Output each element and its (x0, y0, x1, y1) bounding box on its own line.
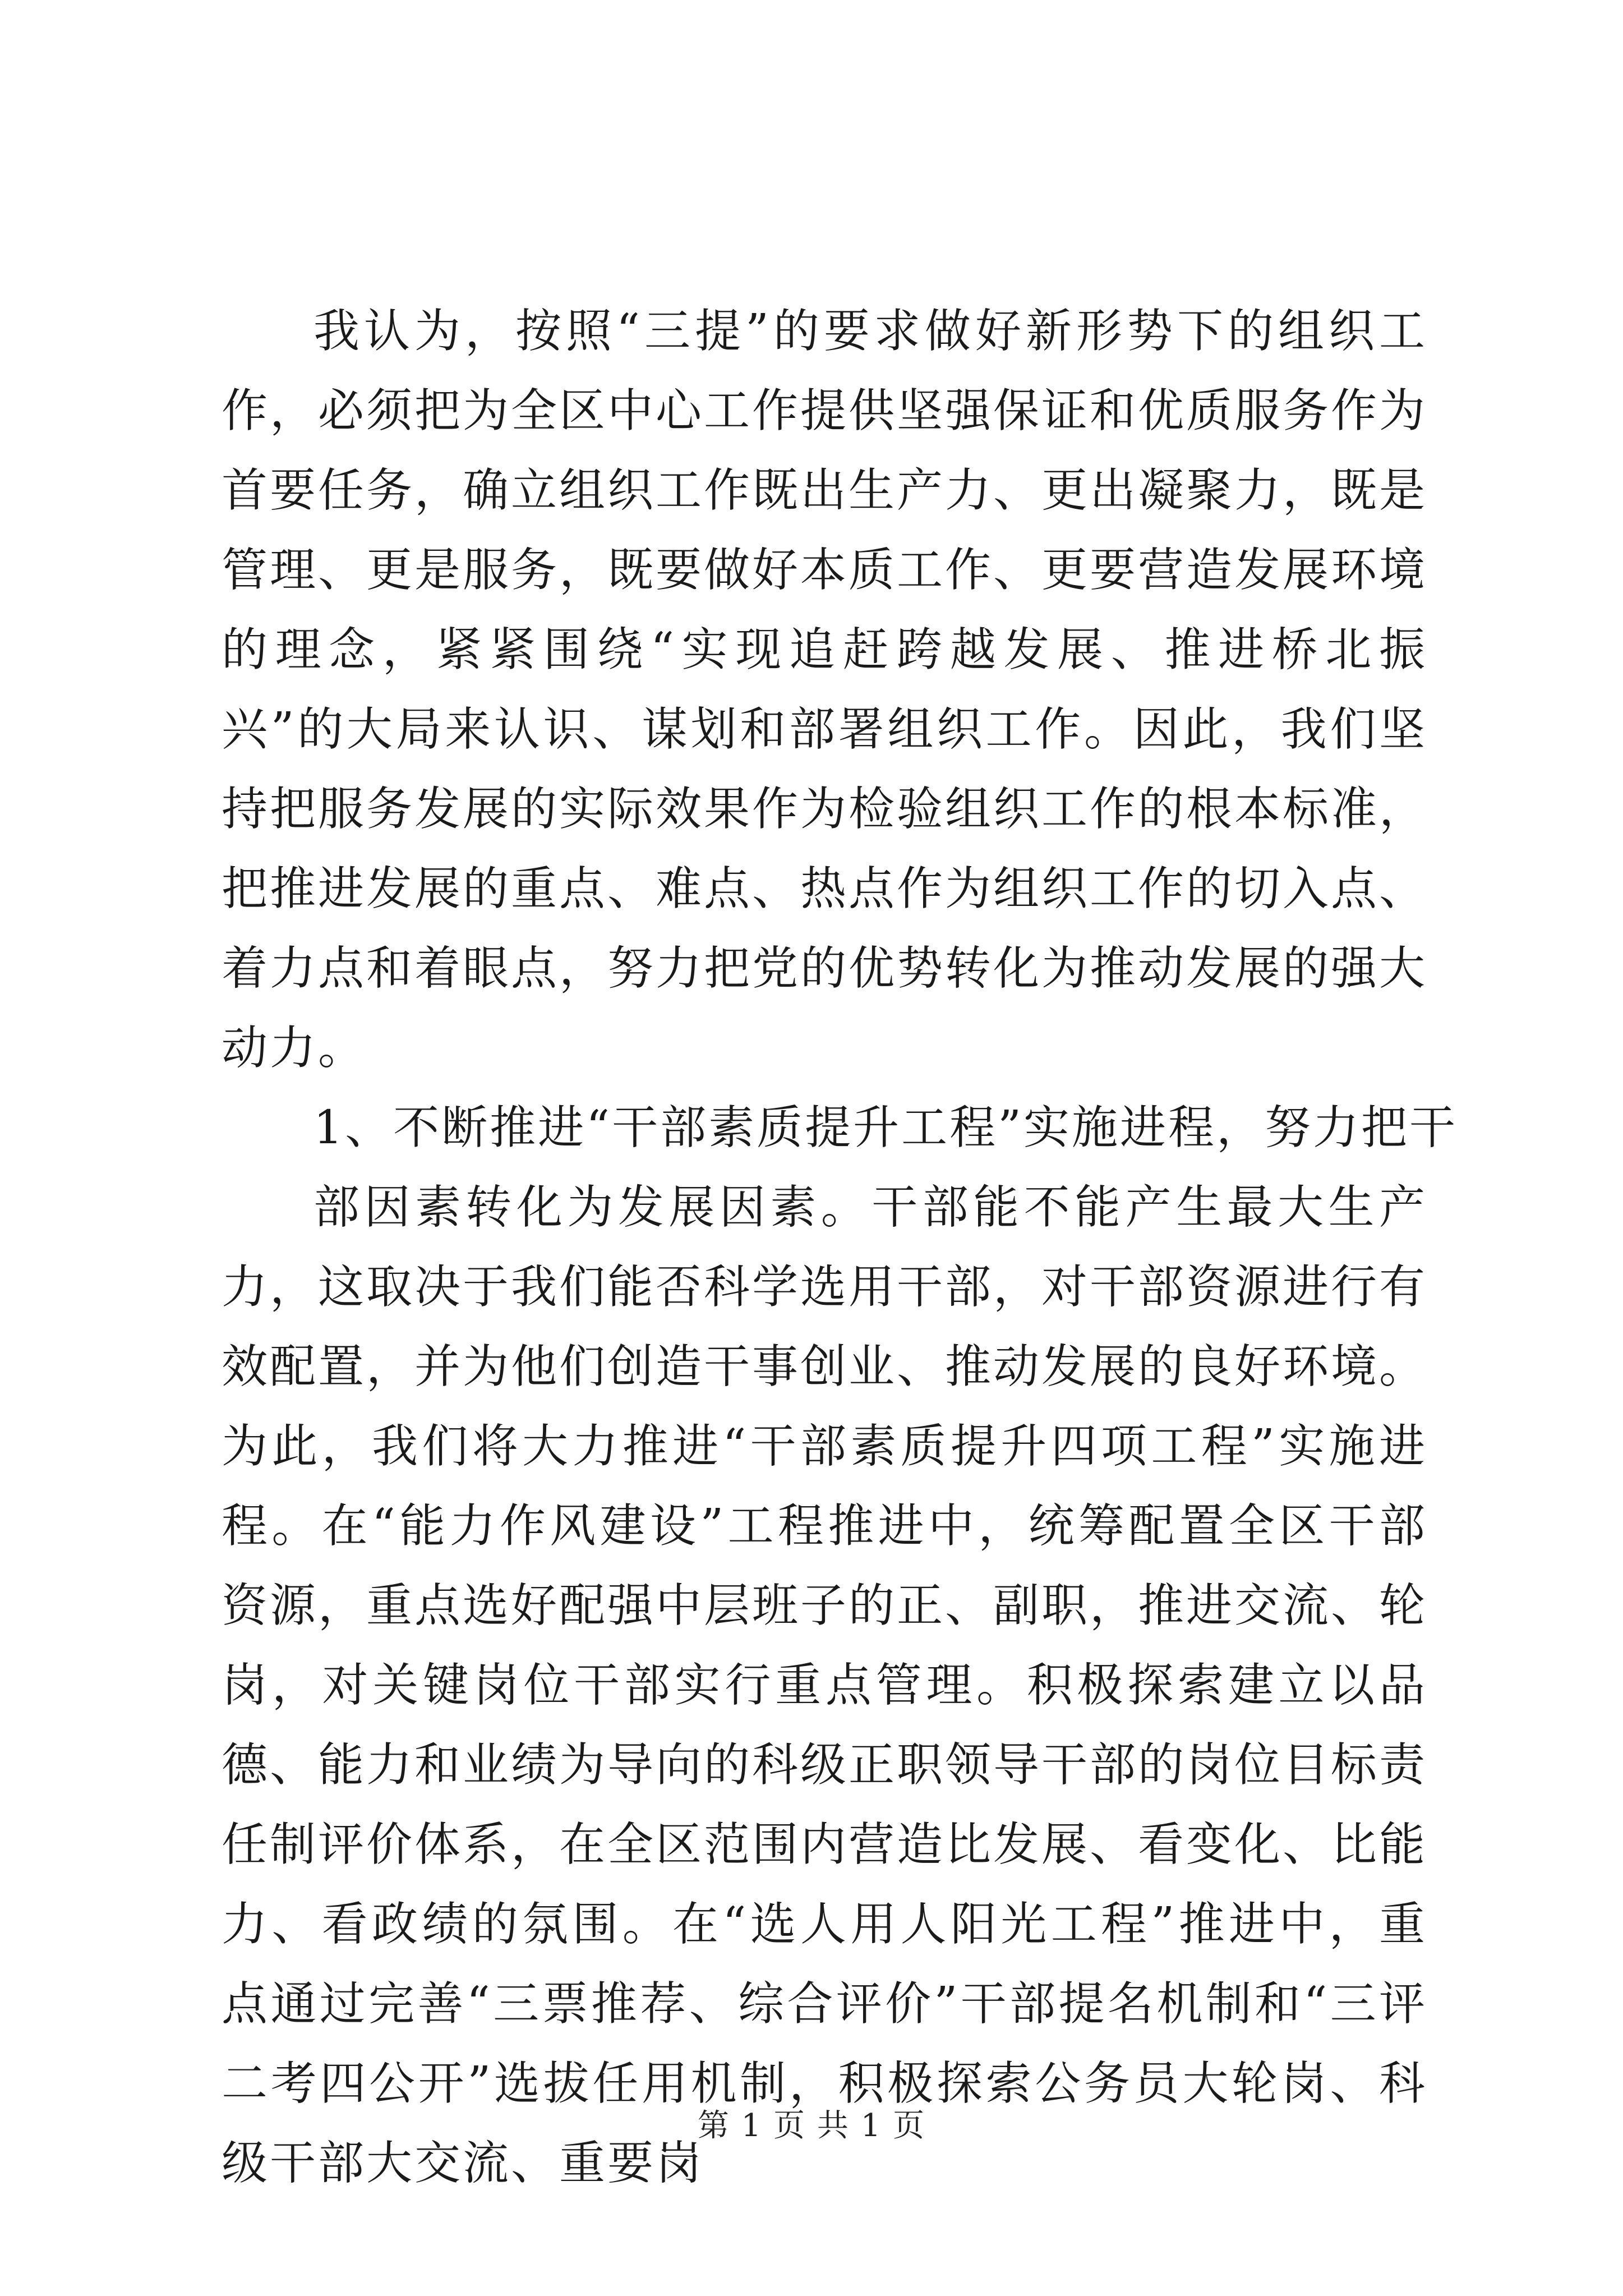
paragraph-intro: 我认为，按照“三提”的要求做好新形势下的组织工作，必须把为全区中心工作提供坚强保证和优质服务作为首要任务，确立组织工作既出生产力、更出凝聚力，既是管理、更是服务，既要做好本质工作、更要营造发展环境的理念，紧紧围绕“实现追赶跨越发展、推进桥北振兴”的大局来认识、谋划和部署组织工作。因此，我们坚持把服务发展的实际效果作为检验组织工作的根本标准，把推进发展的重点、难点、热点作为组织工作的切入点、着力点和着眼点，努力把党的优势转化为推动发展的强大动力。 (222, 305, 1428, 1075)
document-body (222, 292, 1458, 2203)
paragraph-section-1: 部因素转化为发展因素。干部能不能产生最大生产力，这取决于我们能否科学选用干部，对干部资源进行有效配置，并为他们创造干事创业、推动发展的良好环境。为此，我们将大力推进“干部素质提升四项工程”实施进程。在“能力作风建设”工程推进中，统筹配置全区干部资源，重点选好配强中层班子的正、副职，推进交流、轮岗，对关键岗位干部实行重点管理。积极探索建立以品德、能力和业绩为导向的科级正职领导干部的岗位目标责任制评价体系，在全区范围内营造比发展、看变化、比能力、看政绩的氛围。在“选人用人阳光工程”推进中，重点通过完善“三票推荐、综合评价”干部提名机制和“三评二考四公开”选拔任用机制，积极探索公务员大轮岗、科级干部大交流、重要岗 (222, 1181, 1428, 2190)
section-heading-1: 1、不断推进“干部素质提升工程”实施进程，努力把干 (313, 1101, 1458, 1154)
page-footer: 第 1 页 共 1 页 (697, 2108, 926, 2144)
